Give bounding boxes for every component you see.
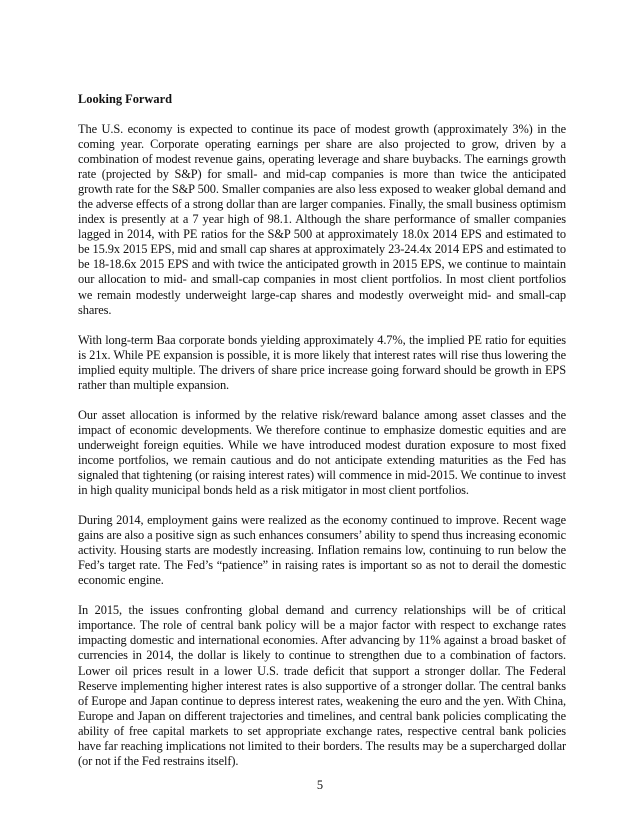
page-number: 5 xyxy=(316,778,324,792)
paragraph-employment: During 2014, employment gains were realized as the economy continued to improve. Recent wage gains are also a positive sign as such enhances consumers’ ability to spend thus increasing economic activity. Housing starts are modestly increasing. Inflation remains low, continuing to run below the Fed’s target rate. The Fed’s “patience” in raising rates is important so as not to derail the domestic economic engine. xyxy=(78,513,566,588)
section-heading: Looking Forward xyxy=(78,92,172,106)
page-content xyxy=(78,92,566,784)
paragraph-asset-allocation: Our asset allocation is informed by the relative risk/reward balance among asset classes and the impact of economic developments. We therefore continue to emphasize domestic equities and are underweight foreign equities. While we have introduced modest duration exposure to most fixed income portfolios, we remain cautious and do not anticipate extending maturities as the Fed has signaled that tightening (or raising interest rates) will commence in mid-2015. We continue to invest in high quality municipal bonds held as a risk mitigator in most client portfolios. xyxy=(78,407,566,498)
paragraph-currency: In 2015, the issues confronting global demand and currency relationships will be of critical importance. The role of central bank policy will be a major factor with respect to exchange rates impacting domestic and international economies. After advancing by 11% against a broad basket of currencies in 2014, the dollar is likely to continue to strengthen due to a combination of factors. Lower oil prices result in a lower U.S. trade deficit that support a stronger dollar. The Federal Reserve implementing higher interest rates is also supportive of a stronger dollar. The central banks of Europe and Japan continue to depress interest rates, weakening the euro and the yen. With China, Europe and Japan on different trajectories and timelines, and central bank policies complicating the ability of free capital markets to set appropriate exchange rates, respective central bank policies have far reaching implications not limited to their borders. The results may be a supercharged dollar (or not if the Fed restrains itself). xyxy=(78,603,566,768)
paragraph-pe-ratio: With long-term Baa corporate bonds yielding approximately 4.7%, the implied PE ratio for equities is 21x. While PE expansion is possible, it is more likely that interest rates will rise thus lowering the implied equity multiple. The drivers of share price increase going forward should be growth in EPS rather than multiple expansion. xyxy=(78,332,566,392)
paragraph-economy-outlook: The U.S. economy is expected to continue its pace of modest growth (approximately 3%) in the coming year. Corporate operating earnings per share are also projected to grow, driven by a combination of modest revenue gains, operating leverage and share buybacks. The earnings growth rate (projected by S&P) for small- and mid-cap companies is more than twice the anticipated growth rate for the S&P 500. Smaller companies are also less exposed to weaker global demand and the adverse effects of a strong dollar than are larger companies. Finally, the small business optimism index is presently at a 7 year high of 98.1. Although the share performance of smaller companies lagged in 2014, with PE ratios for the S&P 500 at approximately 18.0x 2014 EPS and estimated to be 15.9x 2015 EPS, mid and small cap shares at approximately 23-24.4x 2014 EPS and estimated to be 18-18.6x 2015 EPS and with twice the anticipated growth in 2015 EPS, we continue to maintain our allocation to mid- and small-cap companies in most client portfolios. In most client portfolios we remain modestly underweight large-cap shares and modestly overweight mid- and small-cap shares. xyxy=(78,122,566,317)
